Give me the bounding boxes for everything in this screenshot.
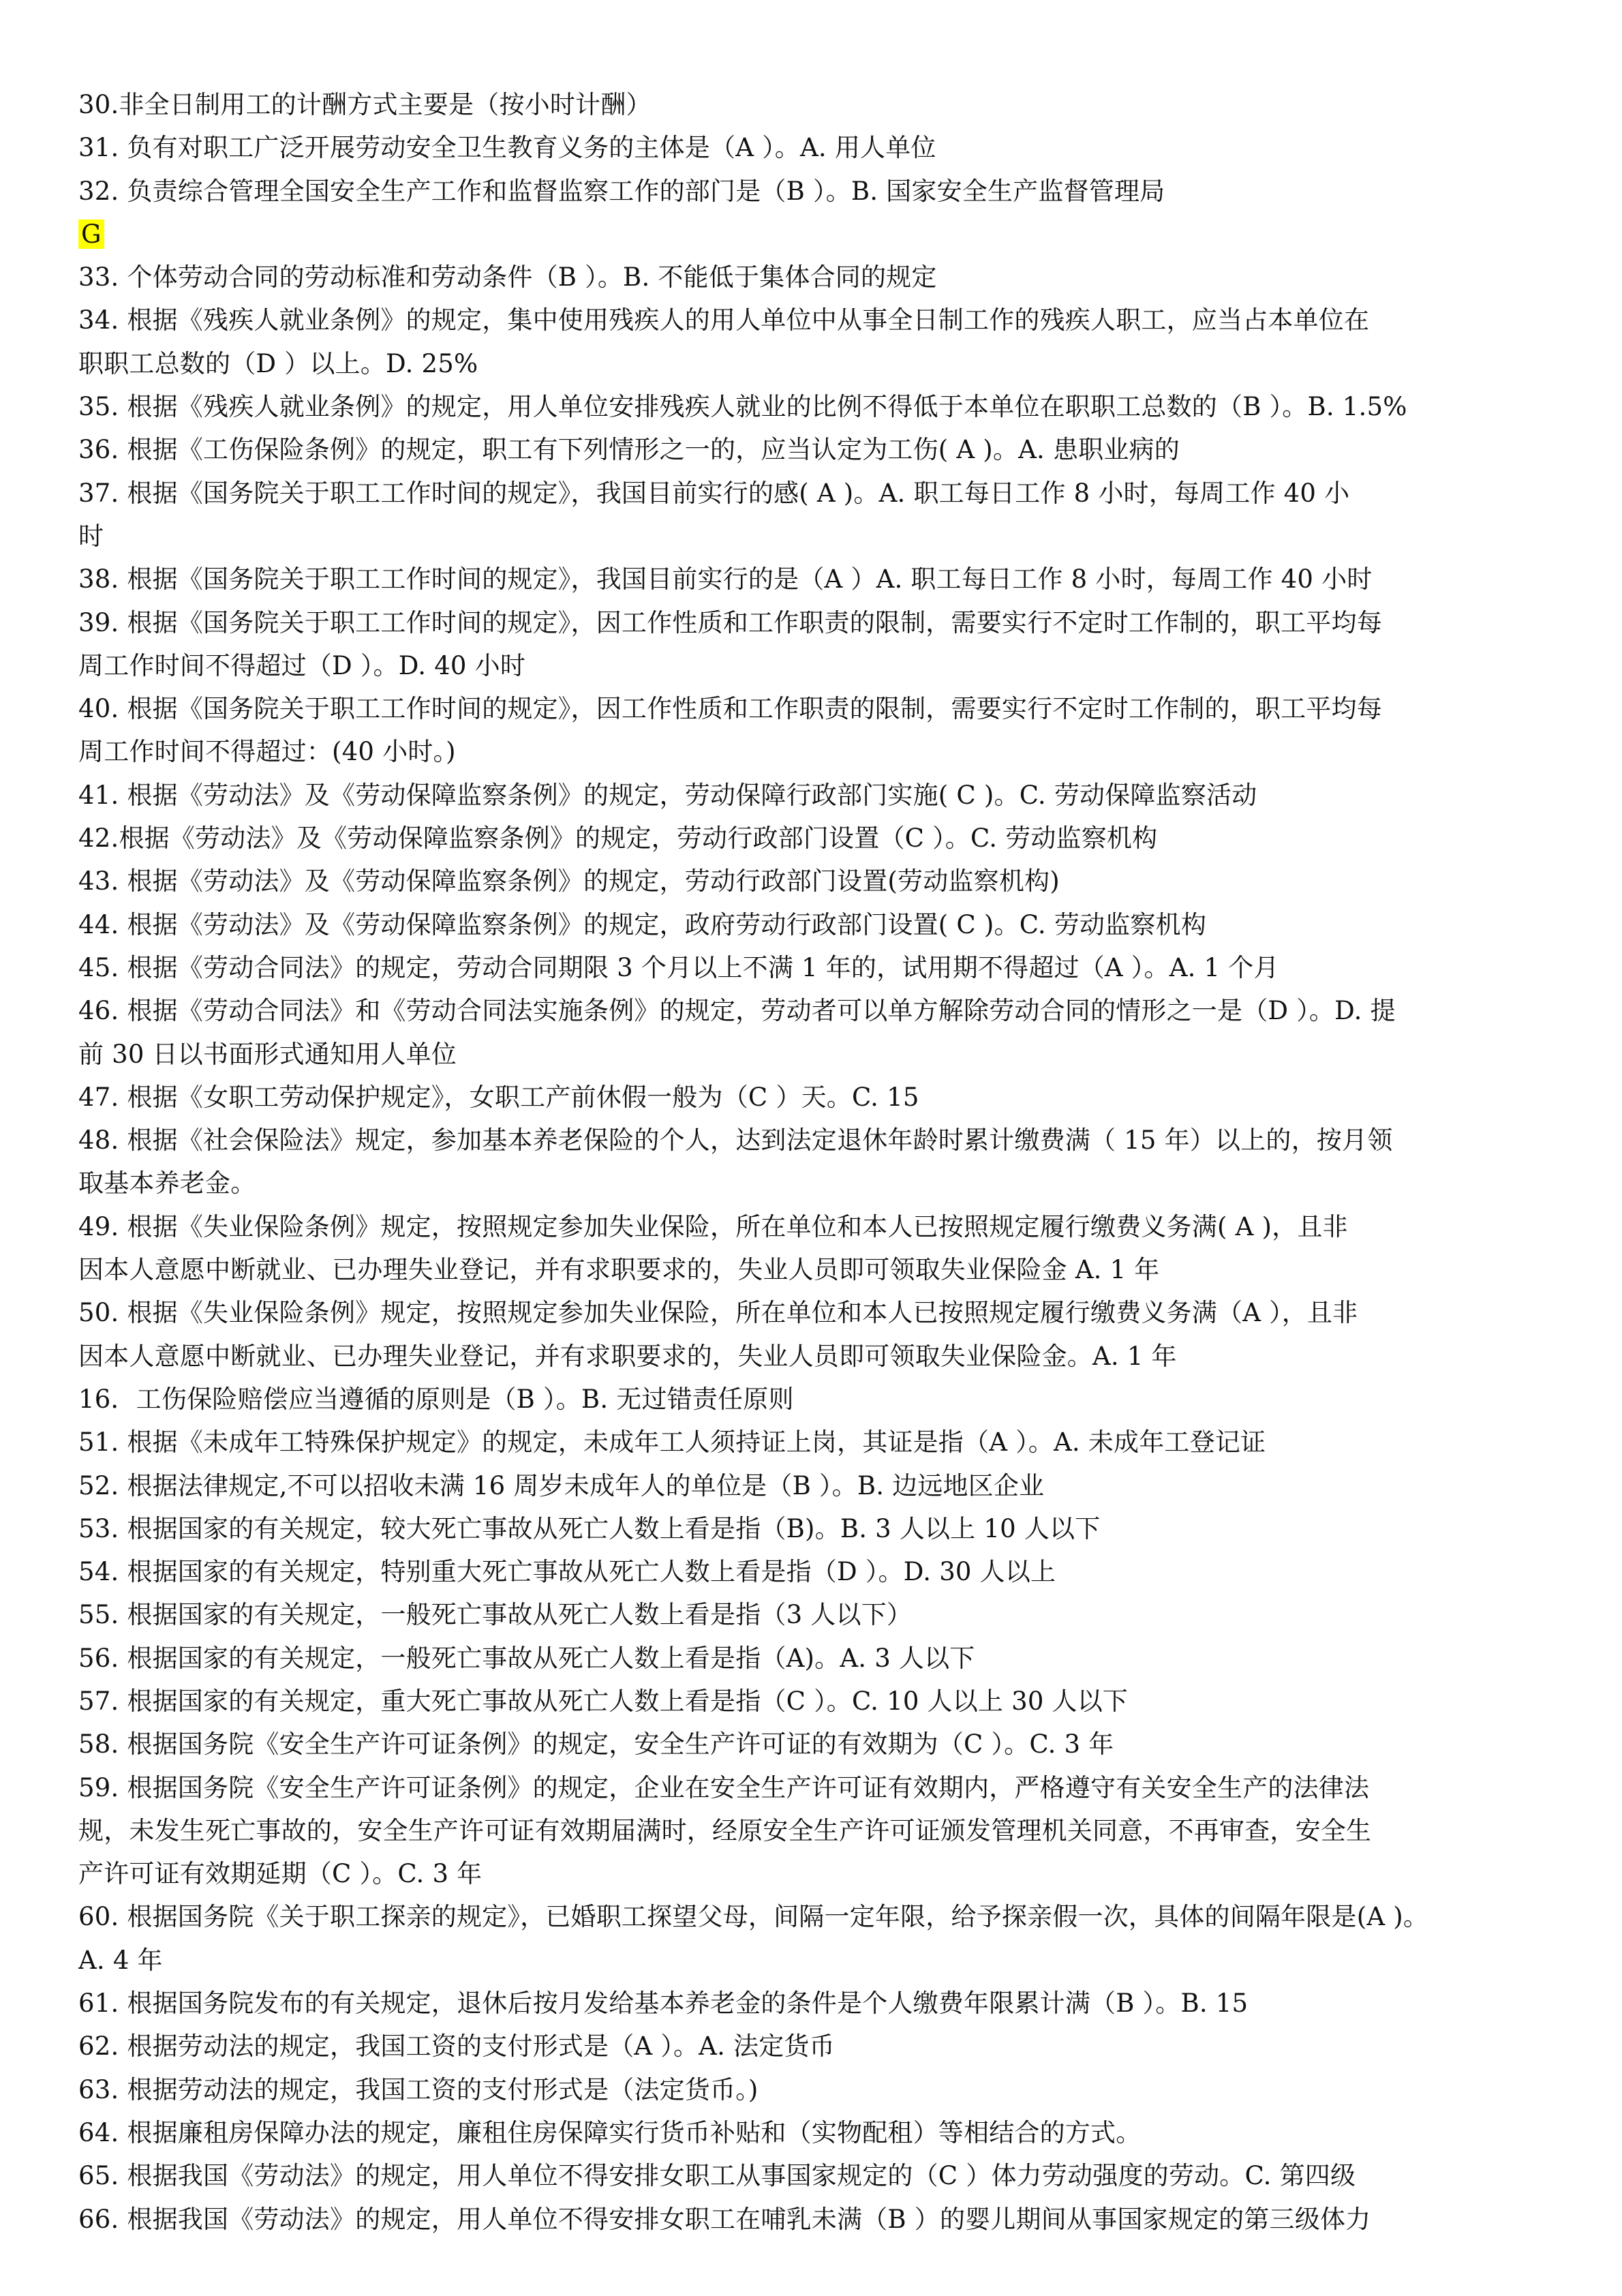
text-line <box>78 1680 1561 1723</box>
text-line <box>78 1982 1561 2025</box>
text-line <box>78 1378 1561 1421</box>
line-text: 35. 根据《残疾人就业条例》的规定，用人单位安排残疾人就业的比例不得低于本单位在职职工总数的（B ）。B. 1.5% <box>78 392 1407 422</box>
text-line <box>78 342 1561 385</box>
line-text: 40. 根据《国务院关于职工工作时间的规定》，因工作性质和工作职责的限制，需要实行不定时工作制的，职工平均每 <box>78 694 1382 724</box>
text-line <box>78 1033 1561 1076</box>
text-line <box>78 817 1561 860</box>
line-text: 33. 个体劳动合同的劳动标准和劳动条件（B ）。B. 不能低于集体合同的规定 <box>78 262 937 292</box>
line-text: 41. 根据《劳动法》及《劳动保障监察条例》的规定，劳动保障行政部门实施( C )。C. 劳动保障监察活动 <box>78 780 1257 810</box>
line-text: 45. 根据《劳动合同法》的规定，劳动合同期限 3 个月以上不满 1 年的，试用期不得超过（A ）。A. 1 个月 <box>78 952 1279 982</box>
line-text: 63. 根据劳动法的规定，我国工资的支付形式是（法定货币。) <box>78 2074 759 2104</box>
line-text: 职职工总数的（D ）以上。D. 25% <box>78 348 478 378</box>
line-text: 16．工伤保险赔偿应当遵循的原则是（B ）。B. 无过错责任原则 <box>78 1384 794 1414</box>
line-text: 产许可证有效期延期（C ）。C. 3 年 <box>78 1859 483 1889</box>
text-line <box>78 1076 1561 1119</box>
text-line <box>78 687 1561 730</box>
section-letter-highlight <box>78 213 1561 256</box>
text-line <box>78 515 1561 558</box>
line-text: 56. 根据国家的有关规定，一般死亡事故从死亡人数上看是指（A)。A. 3 人以下 <box>78 1643 975 1673</box>
line-text: 36. 根据《工伤保险条例》的规定，职工有下列情形之一的，应当认定为工伤( A )。A. 患职业病的 <box>78 435 1180 465</box>
line-text: A. 4 年 <box>78 1945 163 1975</box>
line-text: 30.非全日制用工的计酬方式主要是（按小时计酬） <box>78 90 652 119</box>
text-line <box>78 558 1561 601</box>
line-text: 60. 根据国务院《关于职工探亲的规定》，已婚职工探望父母，间隔一定年限，给予探亲假一次，具体的间隔年限是(A )。 <box>78 1902 1429 1932</box>
text-line <box>78 1939 1561 1982</box>
line-text: 62. 根据劳动法的规定，我国工资的支付形式是（A ）。A. 法定货币 <box>78 2031 835 2061</box>
line-text: 53. 根据国家的有关规定，较大死亡事故从死亡人数上看是指（B)。B. 3 人以上 10 人以下 <box>78 1513 1101 1543</box>
text-line <box>78 126 1561 169</box>
line-text: 51. 根据《未成年工特殊保护规定》的规定，未成年工人须持证上岗，其证是指（A ）。A. 未成年工登记证 <box>78 1428 1266 1457</box>
text-line <box>78 1550 1561 1593</box>
text-line <box>78 83 1561 126</box>
text-line <box>78 1766 1561 1809</box>
question-list <box>78 83 1561 2241</box>
text-line <box>78 1723 1561 1766</box>
text-line <box>78 1205 1561 1248</box>
text-line <box>78 1119 1561 1162</box>
line-text: 66. 根据我国《劳动法》的规定，用人单位不得安排女职工在哺乳未满（B ）的婴儿期间从事国家规定的第三级体力 <box>78 2204 1371 2234</box>
line-text: 37. 根据《国务院关于职工工作时间的规定》，我国目前实行的感( A )。A. 职工每日工作 8 小时，每周工作 40 小 <box>78 478 1350 508</box>
text-line <box>78 601 1561 644</box>
line-text: 58. 根据国务院《安全生产许可证条例》的规定，安全生产许可证的有效期为（C ）。C. 3 年 <box>78 1729 1114 1759</box>
text-line <box>78 385 1561 428</box>
text-line <box>78 2111 1561 2154</box>
line-text: 39. 根据《国务院关于职工工作时间的规定》，因工作性质和工作职责的限制，需要实行不定时工作制的，职工平均每 <box>78 607 1382 637</box>
text-line <box>78 1895 1561 1938</box>
line-text: 48. 根据《社会保险法》规定，参加基本养老保险的个人，达到法定退休年龄时累计缴费满（ 15 年）以上的，按月领 <box>78 1126 1393 1155</box>
text-line <box>78 730 1561 773</box>
line-text: 50. 根据《失业保险条例》规定，按照规定参加失业保险，所在单位和本人已按照规定履行缴费义务满（A ），且非 <box>78 1298 1358 1328</box>
line-text: 52. 根据法律规定,不可以招收未满 16 周岁未成年人的单位是（B ）。B. 边远地区企业 <box>78 1470 1045 1500</box>
text-line <box>78 1162 1561 1205</box>
text-line <box>78 2025 1561 2068</box>
text-line <box>78 1248 1561 1291</box>
text-line <box>78 2198 1561 2241</box>
text-line <box>78 903 1561 946</box>
line-text: 取基本养老金。 <box>78 1168 256 1198</box>
text-line <box>78 1809 1561 1852</box>
text-line <box>78 946 1561 989</box>
text-line <box>78 989 1561 1032</box>
text-line <box>78 2154 1561 2197</box>
text-line <box>78 428 1561 471</box>
line-text: 46. 根据《劳动合同法》和《劳动合同法实施条例》的规定，劳动者可以单方解除劳动合同的情形之一是（D ）。D. 提 <box>78 996 1396 1026</box>
text-line <box>78 170 1561 213</box>
text-line <box>78 256 1561 299</box>
line-text: 59. 根据国务院《安全生产许可证条例》的规定，企业在安全生产许可证有效期内，严格遵守有关安全生产的法律法 <box>78 1772 1370 1802</box>
line-text: 因本人意愿中断就业、已办理失业登记，并有求职要求的，失业人员即可领取失业保险金 A. 1 年 <box>78 1255 1160 1285</box>
line-text: 38. 根据《国务院关于职工工作时间的规定》，我国目前实行的是（A ）A. 职工每日工作 8 小时，每周工作 40 小时 <box>78 564 1373 594</box>
text-line <box>78 774 1561 817</box>
text-line <box>78 1637 1561 1680</box>
line-text: 31. 负有对职工广泛开展劳动安全卫生教育义务的主体是（A ）。A. 用人单位 <box>78 133 936 163</box>
line-text: 周工作时间不得超过：(40 小时。) <box>78 737 456 767</box>
text-line <box>78 644 1561 687</box>
line-text: 61. 根据国务院发布的有关规定，退休后按月发给基本养老金的条件是个人缴费年限累计满（B ）。B. 15 <box>78 1989 1249 2019</box>
text-line <box>78 472 1561 515</box>
line-text: 49. 根据《失业保险条例》规定，按照规定参加失业保险，所在单位和本人已按照规定履行缴费义务满( A )，且非 <box>78 1211 1348 1241</box>
text-line <box>78 860 1561 903</box>
text-line <box>78 1852 1561 1895</box>
text-line <box>78 1335 1561 1378</box>
text-line <box>78 1291 1561 1334</box>
line-text: 周工作时间不得超过（D ）。D. 40 小时 <box>78 650 526 680</box>
line-text: 34. 根据《残疾人就业条例》的规定，集中使用残疾人的用人单位中从事全日制工作的残疾人职工，应当占本单位在 <box>78 305 1370 335</box>
text-line <box>78 1507 1561 1550</box>
text-line <box>78 1464 1561 1507</box>
line-text: 44. 根据《劳动法》及《劳动保障监察条例》的规定，政府劳动行政部门设置( C )。C. 劳动监察机构 <box>78 909 1207 939</box>
line-text: 55. 根据国家的有关规定，一般死亡事故从死亡人数上看是指（3 人以下） <box>78 1600 913 1630</box>
text-line <box>78 1593 1561 1636</box>
text-line <box>78 2068 1561 2111</box>
line-text: 57. 根据国家的有关规定，重大死亡事故从死亡人数上看是指（C ）。C. 10 人以上 30 人以下 <box>78 1686 1129 1716</box>
text-line <box>78 1421 1561 1464</box>
line-text: 时 <box>78 521 104 551</box>
line-text: 47. 根据《女职工劳动保护规定》，女职工产前休假一般为（C ）天。C. 15 <box>78 1082 919 1112</box>
line-text: 规，未发生死亡事故的，安全生产许可证有效期届满时，经原安全生产许可证颁发管理机关同意，不再审查，安全生 <box>78 1815 1372 1845</box>
line-text: 32. 负责综合管理全国安全生产工作和监督监察工作的部门是（B ）。B. 国家安全生产监督管理局 <box>78 176 1165 206</box>
line-text: 因本人意愿中断就业、已办理失业登记，并有求职要求的，失业人员即可领取失业保险金。A. 1 年 <box>78 1341 1177 1371</box>
text-line <box>78 299 1561 342</box>
line-text: 64. 根据廉租房保障办法的规定，廉租住房保障实行货币补贴和（实物配租）等相结合的方式。 <box>78 2117 1142 2147</box>
line-text: 42.根据《劳动法》及《劳动保障监察条例》的规定，劳动行政部门设置（C ）。C. 劳动监察机构 <box>78 824 1158 854</box>
line-text: G <box>78 220 104 249</box>
line-text: 前 30 日以书面形式通知用人单位 <box>78 1039 457 1069</box>
line-text: 54. 根据国家的有关规定，特别重大死亡事故从死亡人数上看是指（D ）。D. 30 人以上 <box>78 1557 1056 1587</box>
line-text: 43. 根据《劳动法》及《劳动保障监察条例》的规定，劳动行政部门设置(劳动监察机构) <box>78 866 1060 896</box>
line-text: 65. 根据我国《劳动法》的规定，用人单位不得安排女职工从事国家规定的（C ）体力劳动强度的劳动。C. 第四级 <box>78 2161 1356 2191</box>
